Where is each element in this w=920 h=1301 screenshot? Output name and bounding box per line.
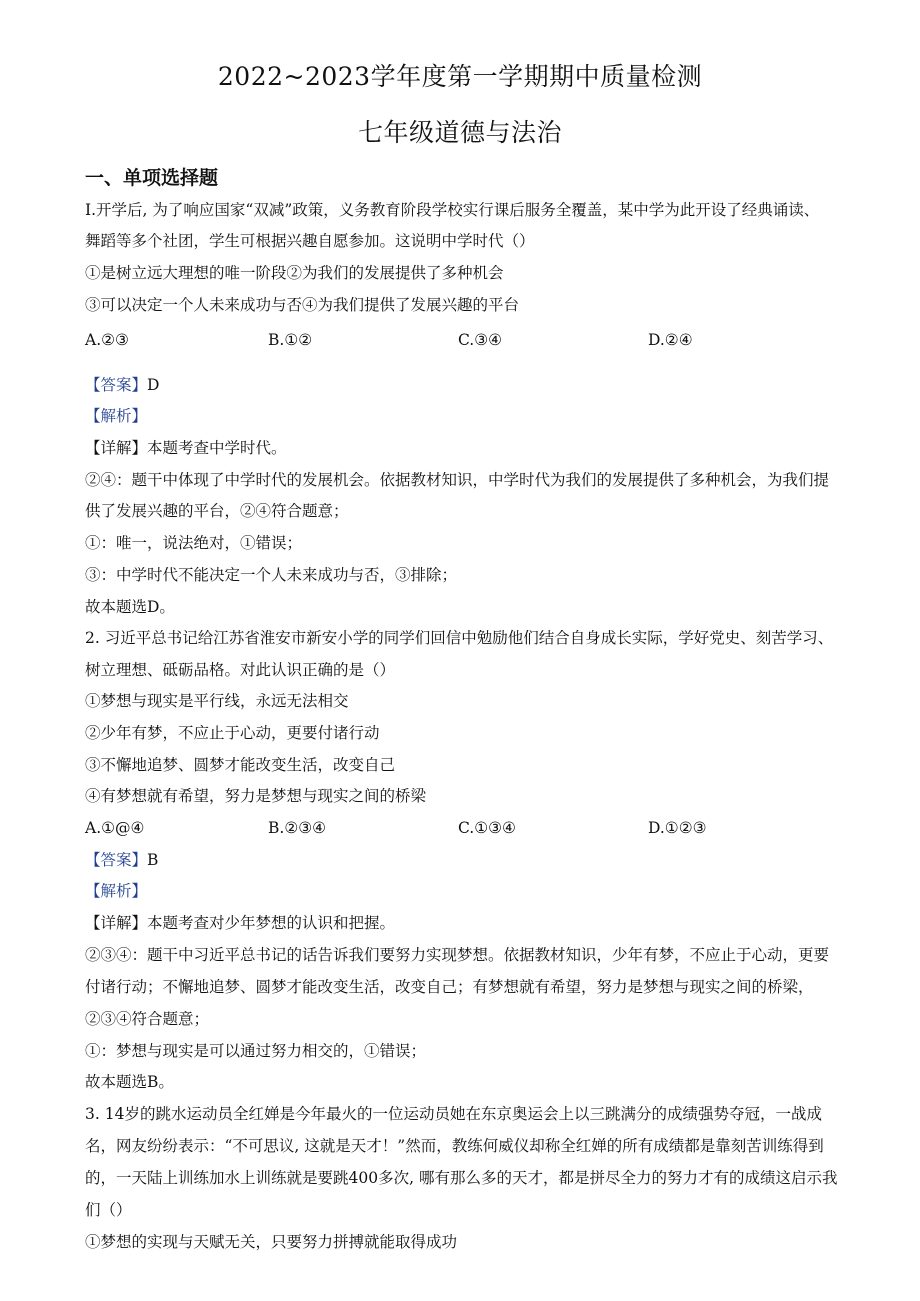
q1-item-line-2: ③可以决定一个人未来成功与否④为我们提供了发展兴趣的平台 (85, 296, 520, 314)
q1-option-c: C.③④ (458, 331, 503, 349)
q1-option-a: A.②③ (85, 331, 129, 349)
q2-conclusion: 故本题选B。 (85, 1073, 174, 1091)
answer-tag: 【答案】 (85, 376, 148, 394)
q1-conclusion: 故本题选D。 (85, 598, 175, 616)
q2-explanation-line-2: 付诸行动；不懈地追梦、圆梦才能改变生活，改变自己；有梦想就有希望，努力是梦想与现实之间的桥梁， (85, 978, 814, 996)
q1-stem-line-1: I.开学后, 为了响应国家“双减”政策，义务教育阶段学校实行课后服务全覆盖，某中学为此开设了经典诵读、 (85, 201, 820, 219)
q2-explanation-line-3: ②③④符合题意； (85, 1010, 210, 1028)
analysis-tag: 【解析】 (85, 882, 148, 900)
exam-subtitle: 七年级道德与法治 (357, 118, 562, 147)
q1-explanation-line-3: ①：唯一，说法绝对，①错误； (85, 534, 303, 552)
q1-stem-line-2: 舞蹈等多个社团，学生可根据兴趣自愿参加。这说明中学时代（） (85, 232, 535, 250)
detail-text: 本题考查中学时代。 (147, 439, 287, 457)
detail-tag: 【详解】 (85, 439, 148, 457)
q2-explanation-line-4: ①：梦想与现实是可以通过努力相交的，①错误； (85, 1042, 427, 1060)
q2-analysis-tag (85, 880, 845, 902)
answer-value: B (147, 851, 159, 869)
answer-tag: 【答案】 (85, 851, 148, 869)
q2-answer (85, 849, 845, 871)
detail-text: 本题考查对少年梦想的认识和把握。 (147, 914, 396, 932)
q1-option-b: B.①② (268, 331, 313, 349)
q2-stem-line-2: 树立理想、砥砺品格。对此认识正确的是（） (85, 661, 396, 679)
q1-explanation-line-4: ③：中学时代不能决定一个人未来成功与否，③排除； (85, 566, 458, 584)
answer-value: D (147, 376, 160, 394)
q2-item-line-4: ④有梦想就有希望，努力是梦想与现实之间的桥梁 (85, 787, 427, 805)
q2-item-line-3: ③不懈地追梦、圆梦才能改变生活，改变自己 (85, 756, 396, 774)
section-heading: 一、单项选择题 (85, 167, 219, 189)
q2-option-a: A.①@④ (85, 819, 145, 837)
q2-explanation-line-1: ②③④：题干中习近平总书记的话告诉我们要努力实现梦想。依据教材知识，少年有梦，不应止于心动，更要 (85, 946, 830, 964)
q2-option-b: B.②③④ (268, 819, 327, 837)
q1-analysis-tag (85, 405, 845, 427)
q2-option-d: D.①②③ (648, 819, 707, 837)
q2-stem-line-1: 2. 习近平总书记给江苏省淮安市新安小学的同学们回信中勉励他们结合自身成长实际，学好党史、刻苦学习、 (85, 629, 834, 647)
q3-stem-line-1: 3. 14岁的跳水运动员全红婵是今年最火的一位运动员她在东京奥运会上以三跳满分的成绩强势夺冠，一战成 (85, 1105, 822, 1123)
q1-answer (85, 374, 845, 396)
q2-item-line-2: ②少年有梦，不应止于心动，更要付诸行动 (85, 724, 380, 742)
q3-stem-line-4: 们（） (85, 1201, 132, 1219)
analysis-tag: 【解析】 (85, 407, 148, 425)
q3-stem-line-2: 名，网友纷纷表示：“不可思议, 这就是天才！”然而，教练何威仪却称全红婵的所有成绩都是靠刻苦训练得到 (85, 1137, 824, 1155)
q1-explanation-line-2: 供了发展兴趣的平台，②④符合题意； (85, 502, 349, 520)
q1-option-d: D.②④ (648, 331, 693, 349)
q1-explanation-line-1: ②④：题干中体现了中学时代的发展机会。依据教材知识，中学时代为我们的发展提供了多种机会，为我们提 (85, 471, 830, 489)
q3-stem-line-3: 的，一天陆上训练加水上训练就是要跳400多次, 哪有那么多的天才，都是拼尽全力的努力才有的成绩这启示我 (85, 1169, 838, 1187)
q2-item-line-1: ①梦想与现实是平行线，永远无法相交 (85, 692, 349, 710)
q2-detail (85, 912, 845, 934)
q3-item-line-1: ①梦想的实现与天赋无关，只要努力拼搏就能取得成功 (85, 1233, 458, 1251)
q1-item-line-1: ①是树立远大理想的唯一阶段②为我们的发展提供了多种机会 (85, 264, 504, 282)
q1-detail (85, 437, 845, 459)
q2-option-c: C.①③④ (458, 819, 516, 837)
detail-tag: 【详解】 (85, 914, 148, 932)
exam-title: 2022~2023学年度第一学期期中质量检测 (217, 62, 703, 91)
